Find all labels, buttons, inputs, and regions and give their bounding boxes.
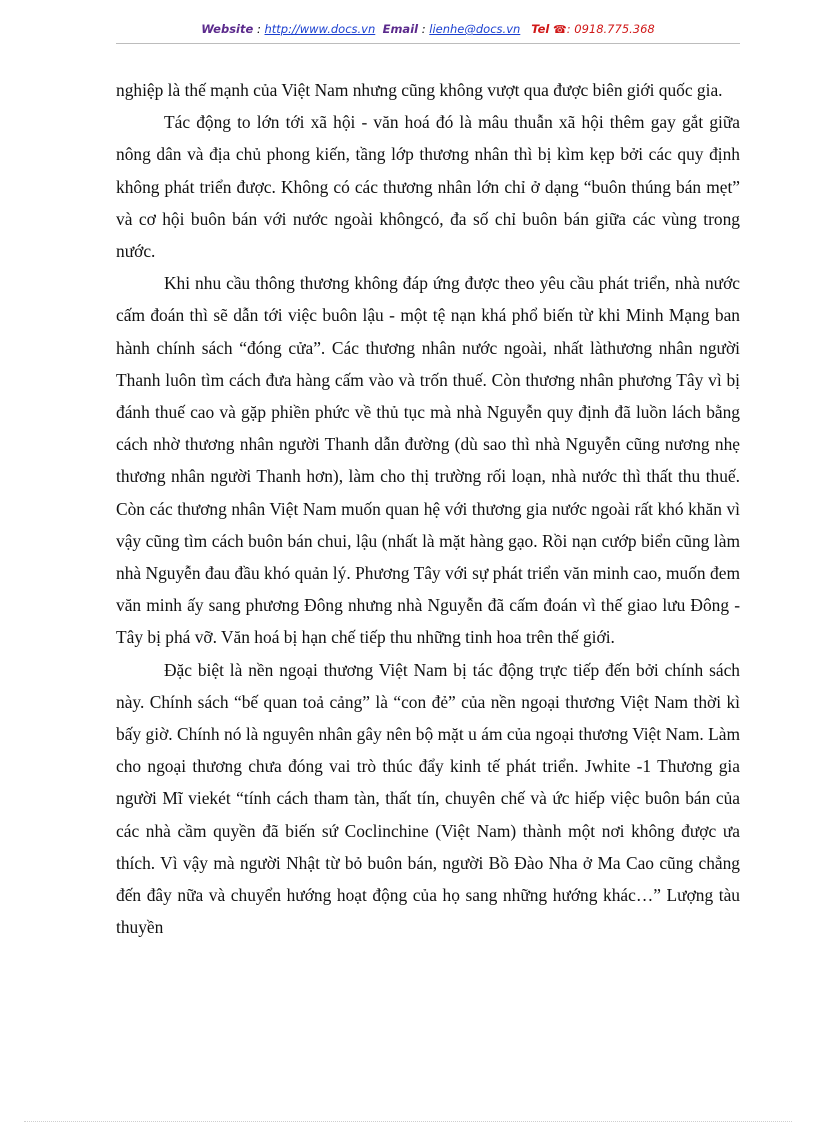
paragraph-1: nghiệp là thế mạnh của Việt Nam nhưng cũng không vượt qua được biên giới quốc gia.: [116, 80, 723, 100]
website-link[interactable]: http://www.docs.vn: [264, 22, 376, 36]
paragraph-2: Tác động to lớn tới xã hội - văn hoá đó là mâu thuẫn xã hội thêm gay gắt giữa nông dân và địa chủ phong kiến, tầng lớp thương nhân thì bị kìm kẹp bởi các quy định không phát triển được. Không có các thương nhân lớn chỉ ở dạng “buôn thúng bán mẹt” và cơ hội buôn bán với nước ngoài khôngcó, đa số chỉ buôn bán giữa các vùng trong nước.: [116, 112, 740, 262]
tel-label: Tel: [531, 22, 550, 36]
phone-icon: ☎: [553, 23, 567, 36]
paragraph-3: Khi nhu cầu thông thương không đáp ứng được theo yêu cầu phát triển, nhà nước cấm đoán thì sẽ dẫn tới việc buôn lậu - một tệ nạn khá phổ biến từ khi Minh Mạng ban hành chính sách “đóng cửa”. Các thương nhân nước ngoài, nhất làthương nhân người Thanh luôn tìm cách đưa hàng cấm vào và trốn thuế. Còn thương nhân phương Tây vì bị đánh thuế cao và gặp phiền phức về thủ tục mà nhà Nguyễn quy định đã luồn lách bằng cách nhờ thương nhân người Thanh dẫn đường (dù sao thì nhà Nguyễn cũng nương nhẹ thương nhân người Thanh hơn), làm cho thị trường rối loạn, nhà nước thì thất thu thuế. Còn các thương nhân Việt Nam muốn quan hệ với thương gia nước ngoài rất khó khăn vì vậy cũng tìm cách buôn bán chui, lậu (nhất là mặt hàng gạo. Rồi nạn cướp biển cũng làm nhà Nguyễn đau đầu khó quản lý. Phương Tây với sự phát triển văn minh cao, muốn đem văn minh ấy sang phương Đông nhưng nhà Nguyễn đã cấm đoán vì thế giao lưu Đông - Tây bị phá vỡ. Văn hoá bị hạn chế tiếp thu những tinh hoa trên thế giới.: [116, 273, 740, 648]
email-label: Email: [382, 22, 419, 36]
page-header: [116, 22, 740, 42]
website-label: Website: [201, 22, 254, 36]
header-divider: [116, 43, 740, 44]
tel-number: : 0918.775.368: [566, 22, 655, 36]
website-separator: :: [253, 22, 265, 36]
paragraph-4: Đặc biệt là nền ngoại thương Việt Nam bị tác động trực tiếp đến bởi chính sách này. Chính sách “bế quan toả cảng” là “con đẻ” của nền ngoại thương Việt Nam thời kì bấy giờ. Chính nó là nguyên nhân gây nên bộ mặt u ám của ngoại thương Việt Nam. Làm cho ngoại thương chưa đóng vai trò thúc đẩy kinh tế phát triển. Jwhite -1 Thương gia người Mĩ viekét “tính cách tham tàn, thất tín, chuyên chế và ức hiếp việc buôn bán của các nhà cầm quyền đã biến sứ Coclinchine (Việt Nam) thành một nơi không được ưa thích. Vì vậy mà người Nhật từ bỏ buôn bán, người Bồ Đào Nha ở Ma Cao cũng chẳng đến đây nữa và chuyển hướng hoạt động của họ sang những hướng khác…” Lượng tàu thuyền: [116, 659, 740, 938]
document-body: [116, 74, 740, 943]
footer-divider: [24, 1121, 792, 1122]
email-separator: :: [418, 22, 430, 36]
email-link[interactable]: lienhe@docs.vn: [429, 22, 521, 36]
